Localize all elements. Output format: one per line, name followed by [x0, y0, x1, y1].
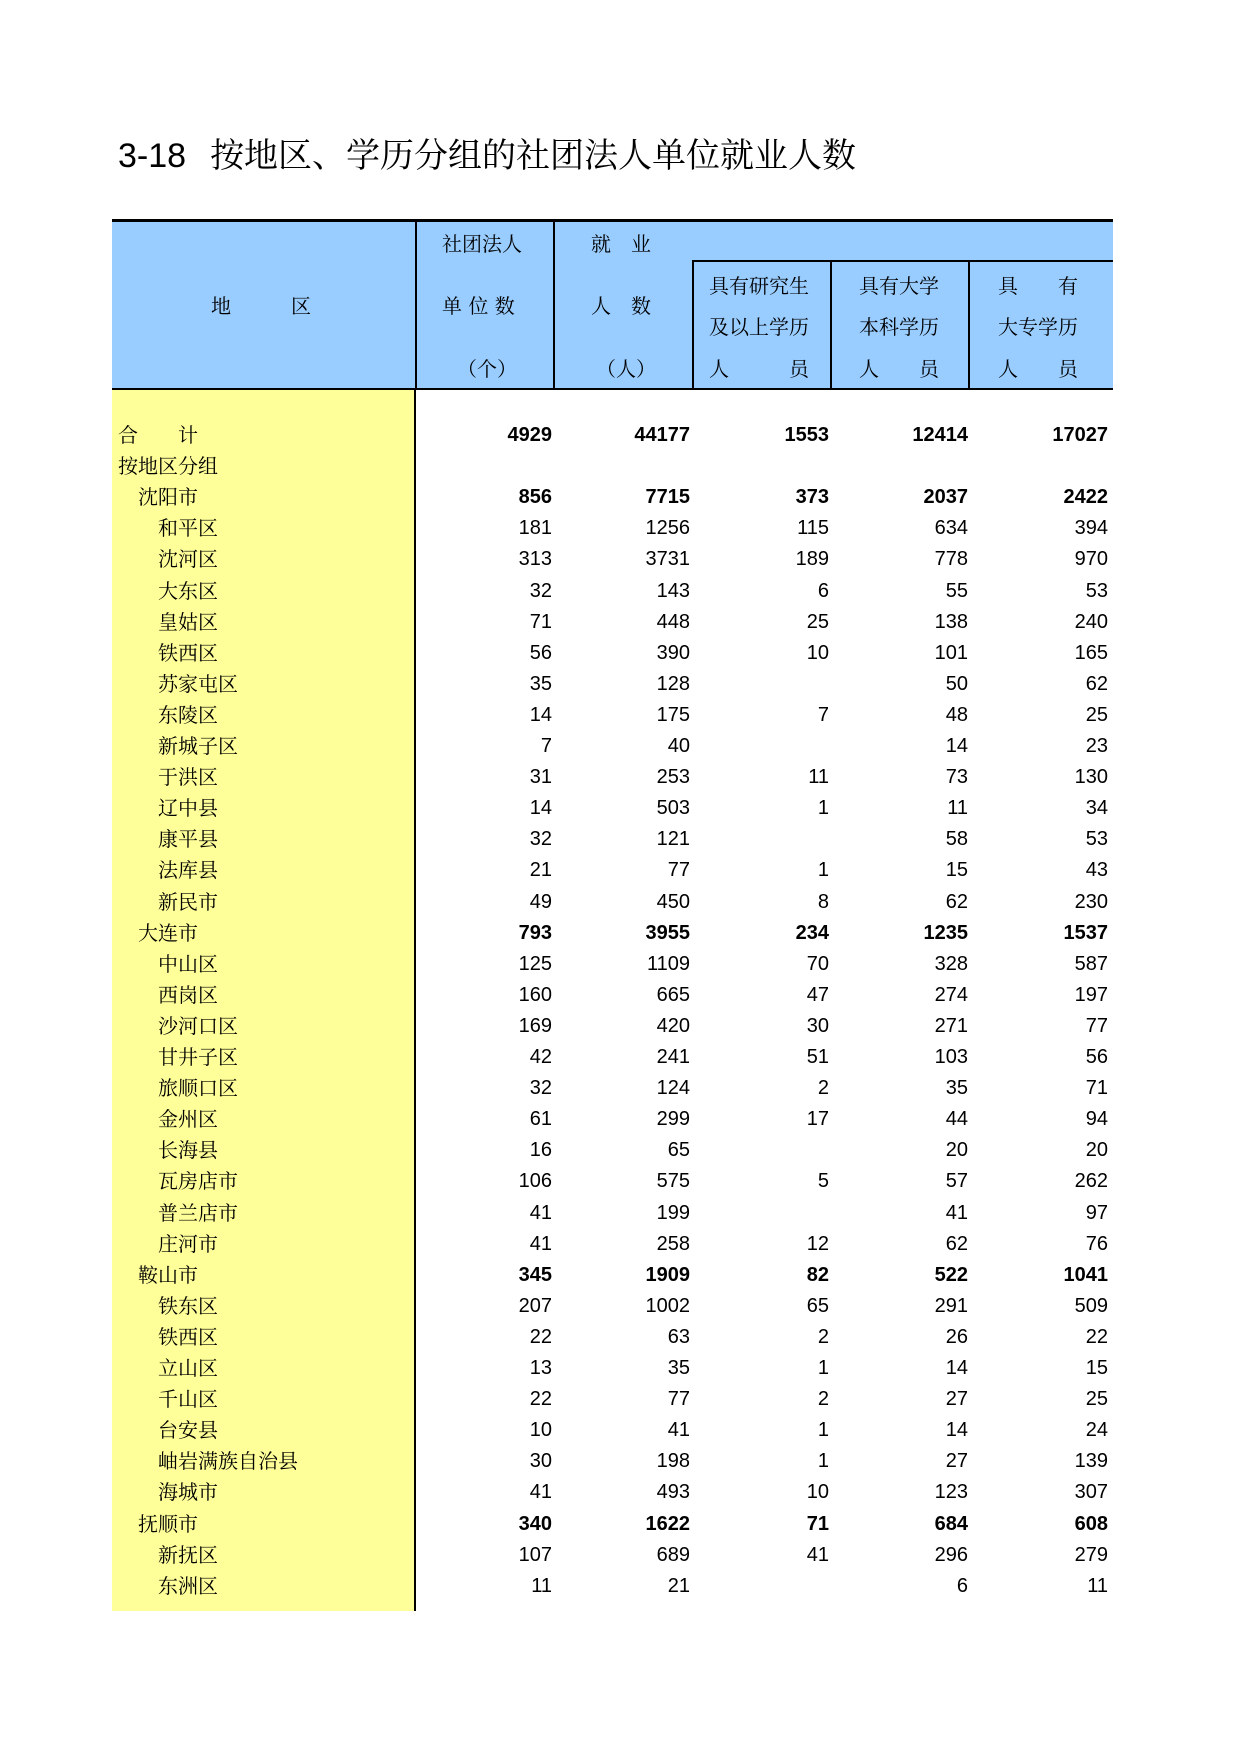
cell-value: 128	[656, 673, 690, 695]
cell-value: 94	[1085, 1108, 1108, 1130]
header-bachelor-line3: 人 员	[859, 357, 939, 381]
cell-value: 53	[1085, 580, 1108, 602]
cell-value: 2422	[1063, 486, 1108, 508]
cell-value: 169	[518, 1015, 552, 1037]
cell-value: 76	[1085, 1233, 1108, 1255]
cell-value: 71	[529, 611, 552, 633]
header-grad-line1: 具有研究生	[709, 274, 809, 298]
table-row	[0, 824, 1240, 855]
region-name: 立山区	[158, 1356, 218, 1380]
region-name: 西岗区	[158, 983, 218, 1007]
cell-value: 970	[1074, 548, 1108, 570]
cell-value: 1	[817, 1357, 829, 1379]
cell-value: 394	[1074, 517, 1108, 539]
cell-value: 634	[934, 517, 968, 539]
cell-value: 7	[817, 704, 829, 726]
cell-value: 328	[934, 953, 968, 975]
table-title: 按地区、学历分组的社团法人单位就业人数	[210, 136, 857, 176]
cell-value: 26	[945, 1326, 968, 1348]
region-name: 苏家屯区	[158, 672, 238, 696]
cell-value: 1	[817, 1419, 829, 1441]
cell-value: 32	[529, 1077, 552, 1099]
cell-value: 101	[934, 642, 968, 664]
cell-value: 665	[656, 984, 690, 1006]
cell-value: 106	[518, 1170, 552, 1192]
region-name: 旅顺口区	[158, 1076, 238, 1100]
table-row	[0, 855, 1240, 886]
cell-value: 313	[518, 548, 552, 570]
table-row	[0, 669, 1240, 700]
cell-value: 11	[1087, 1575, 1108, 1597]
cell-value: 56	[529, 642, 552, 664]
cell-value: 58	[945, 828, 968, 850]
cell-value: 22	[529, 1326, 552, 1348]
cell-value: 49	[529, 891, 552, 913]
header-divider	[692, 261, 694, 390]
cell-value: 71	[806, 1513, 829, 1535]
cell-value: 274	[934, 984, 968, 1006]
header-college-line2: 大专学历	[998, 315, 1078, 339]
cell-value: 73	[945, 766, 968, 788]
table-row	[0, 1104, 1240, 1135]
region-name: 新民市	[158, 890, 218, 914]
region-name: 中山区	[158, 952, 218, 976]
cell-value: 1	[817, 859, 829, 881]
cell-value: 56	[1085, 1046, 1108, 1068]
table-row	[0, 1353, 1240, 1384]
cell-value: 373	[795, 486, 829, 508]
table-row	[0, 576, 1240, 607]
cell-value: 2	[817, 1388, 829, 1410]
cell-value: 55	[945, 580, 968, 602]
header-grad-line2: 及以上学历	[709, 315, 809, 339]
table-row	[0, 1198, 1240, 1229]
cell-value: 14	[945, 1357, 968, 1379]
region-name: 法库县	[158, 858, 218, 882]
cell-value: 793	[518, 922, 552, 944]
table-row	[0, 731, 1240, 762]
table-row	[0, 1477, 1240, 1508]
header-divider	[968, 261, 970, 390]
region-name: 铁西区	[158, 1325, 218, 1349]
table-row	[0, 1229, 1240, 1260]
cell-value: 575	[656, 1170, 690, 1192]
region-name: 长海县	[158, 1138, 218, 1162]
cell-value: 17027	[1052, 424, 1108, 446]
header-college-line1: 具 有	[998, 274, 1078, 298]
cell-value: 689	[656, 1544, 690, 1566]
cell-value: 62	[945, 891, 968, 913]
cell-value: 63	[667, 1326, 690, 1348]
cell-value: 77	[667, 1388, 690, 1410]
header-employed-line2: （人）	[596, 357, 656, 381]
cell-value: 493	[656, 1481, 690, 1503]
cell-value: 17	[806, 1108, 829, 1130]
cell-value: 13	[529, 1357, 552, 1379]
region-name: 大东区	[158, 579, 218, 603]
cell-value: 44	[945, 1108, 968, 1130]
table-row	[0, 1571, 1240, 1602]
cell-value: 57	[945, 1170, 968, 1192]
cell-value: 175	[656, 704, 690, 726]
cell-value: 856	[518, 486, 552, 508]
cell-value: 41	[529, 1202, 552, 1224]
cell-value: 271	[934, 1015, 968, 1037]
cell-value: 40	[667, 735, 690, 757]
table-row	[0, 1540, 1240, 1571]
cell-value: 41	[806, 1544, 829, 1566]
cell-value: 241	[656, 1046, 690, 1068]
table-row	[0, 451, 1240, 482]
cell-value: 21	[529, 859, 552, 881]
region-name: 铁西区	[158, 641, 218, 665]
cell-value: 522	[934, 1264, 968, 1286]
header-divider	[830, 261, 832, 390]
region-name: 东洲区	[158, 1574, 218, 1598]
cell-value: 12414	[912, 424, 968, 446]
region-name: 鞍山市	[138, 1263, 198, 1287]
cell-value: 199	[656, 1202, 690, 1224]
cell-value: 234	[795, 922, 829, 944]
cell-value: 121	[656, 828, 690, 850]
cell-value: 41	[945, 1202, 968, 1224]
cell-value: 448	[656, 611, 690, 633]
table-row	[0, 793, 1240, 824]
cell-value: 27	[945, 1388, 968, 1410]
table-row	[0, 607, 1240, 638]
cell-value: 30	[529, 1450, 552, 1472]
cell-value: 32	[529, 828, 552, 850]
cell-value: 15	[1085, 1357, 1108, 1379]
header-region: 地 区	[211, 294, 311, 318]
region-name: 沈阳市	[138, 485, 198, 509]
cell-value: 82	[806, 1264, 829, 1286]
cell-value: 50	[945, 673, 968, 695]
cell-value: 1041	[1063, 1264, 1108, 1286]
table-row	[0, 1384, 1240, 1415]
region-name: 皇姑区	[158, 610, 218, 634]
cell-value: 165	[1074, 642, 1108, 664]
region-name: 抚顺市	[138, 1512, 198, 1536]
cell-value: 450	[656, 891, 690, 913]
page-title	[118, 128, 856, 177]
table-row	[0, 420, 1240, 451]
table-row	[0, 1415, 1240, 1446]
cell-value: 12	[806, 1233, 829, 1255]
cell-value: 207	[518, 1295, 552, 1317]
cell-value: 778	[934, 548, 968, 570]
cell-value: 25	[1085, 1388, 1108, 1410]
region-name: 海城市	[158, 1480, 218, 1504]
cell-value: 296	[934, 1544, 968, 1566]
header-employed-top: 就 业	[591, 232, 651, 256]
cell-value: 1537	[1063, 922, 1108, 944]
cell-value: 143	[656, 580, 690, 602]
cell-value: 307	[1074, 1481, 1108, 1503]
region-name: 大连市	[138, 921, 198, 945]
header-units-line3: （个）	[457, 357, 517, 381]
table-row	[0, 513, 1240, 544]
cell-value: 25	[806, 611, 829, 633]
header-divider	[553, 219, 555, 390]
cell-value: 2	[817, 1077, 829, 1099]
cell-value: 22	[529, 1388, 552, 1410]
cell-value: 1235	[923, 922, 968, 944]
table-row	[0, 887, 1240, 918]
cell-value: 14	[945, 735, 968, 757]
cell-value: 7	[540, 735, 552, 757]
table-row	[0, 762, 1240, 793]
cell-value: 77	[667, 859, 690, 881]
cell-value: 14	[529, 797, 552, 819]
table-number: 3-18	[118, 137, 187, 175]
cell-value: 8	[817, 891, 829, 913]
cell-value: 5	[817, 1170, 829, 1192]
table-row	[0, 1042, 1240, 1073]
cell-value: 62	[945, 1233, 968, 1255]
cell-value: 1	[817, 797, 829, 819]
cell-value: 115	[797, 517, 829, 539]
cell-value: 160	[518, 984, 552, 1006]
cell-value: 47	[806, 984, 829, 1006]
cell-value: 35	[529, 673, 552, 695]
cell-value: 1622	[645, 1513, 690, 1535]
cell-value: 10	[806, 642, 829, 664]
cell-value: 24	[1085, 1419, 1108, 1441]
cell-value: 27	[945, 1450, 968, 1472]
region-name: 金州区	[158, 1107, 218, 1131]
cell-value: 11	[947, 797, 968, 819]
cell-value: 138	[934, 611, 968, 633]
cell-value: 31	[529, 766, 552, 788]
cell-value: 1	[817, 1450, 829, 1472]
cell-value: 65	[806, 1295, 829, 1317]
cell-value: 124	[656, 1077, 690, 1099]
cell-value: 44177	[634, 424, 690, 446]
cell-value: 299	[656, 1108, 690, 1130]
cell-value: 70	[806, 953, 829, 975]
cell-value: 139	[1074, 1450, 1108, 1472]
cell-value: 4929	[507, 424, 552, 446]
cell-value: 25	[1085, 704, 1108, 726]
header-bachelor-line1: 具有大学	[859, 274, 939, 298]
cell-value: 2	[817, 1326, 829, 1348]
cell-value: 16	[529, 1139, 552, 1161]
cell-value: 198	[656, 1450, 690, 1472]
cell-value: 35	[945, 1077, 968, 1099]
cell-value: 390	[656, 642, 690, 664]
cell-value: 20	[945, 1139, 968, 1161]
cell-value: 189	[795, 548, 829, 570]
cell-value: 35	[667, 1357, 690, 1379]
cell-value: 1909	[645, 1264, 690, 1286]
cell-value: 420	[656, 1015, 690, 1037]
cell-value: 15	[945, 859, 968, 881]
header-bachelor-line2: 本科学历	[859, 315, 939, 339]
cell-value: 258	[656, 1233, 690, 1255]
table-row	[0, 1073, 1240, 1104]
cell-value: 20	[1085, 1139, 1108, 1161]
region-name: 新抚区	[158, 1543, 218, 1567]
cell-value: 608	[1074, 1513, 1108, 1535]
cell-value: 42	[529, 1046, 552, 1068]
cell-value: 503	[656, 797, 690, 819]
header-divider	[415, 219, 417, 390]
cell-value: 32	[529, 580, 552, 602]
cell-value: 181	[518, 517, 552, 539]
cell-value: 65	[667, 1139, 690, 1161]
region-name: 甘井子区	[158, 1045, 238, 1069]
cell-value: 51	[806, 1046, 829, 1068]
cell-value: 30	[806, 1015, 829, 1037]
cell-value: 53	[1085, 828, 1108, 850]
table-row	[0, 544, 1240, 575]
region-name: 辽中县	[158, 796, 218, 820]
cell-value: 123	[934, 1481, 968, 1503]
cell-value: 240	[1074, 611, 1108, 633]
region-name: 合 计	[118, 423, 198, 447]
cell-value: 41	[529, 1481, 552, 1503]
cell-value: 509	[1074, 1295, 1108, 1317]
cell-value: 253	[656, 766, 690, 788]
cell-value: 6	[817, 580, 829, 602]
region-name: 千山区	[158, 1387, 218, 1411]
cell-value: 1256	[645, 517, 690, 539]
cell-value: 197	[1074, 984, 1108, 1006]
cell-value: 340	[518, 1513, 552, 1535]
table-row	[0, 1011, 1240, 1042]
region-name: 于洪区	[158, 765, 218, 789]
table-row	[0, 1446, 1240, 1477]
cell-value: 107	[518, 1544, 552, 1566]
header-college-line3: 人 员	[998, 357, 1078, 381]
cell-value: 43	[1085, 859, 1108, 881]
cell-value: 61	[529, 1108, 552, 1130]
table-row	[0, 1166, 1240, 1197]
cell-value: 34	[1085, 797, 1108, 819]
region-name: 瓦房店市	[158, 1169, 238, 1193]
cell-value: 7715	[645, 486, 690, 508]
table-row	[0, 1322, 1240, 1353]
cell-value: 345	[518, 1264, 552, 1286]
cell-value: 262	[1074, 1170, 1108, 1192]
cell-value: 6	[956, 1575, 968, 1597]
table-row	[0, 1291, 1240, 1322]
region-name: 按地区分组	[118, 454, 218, 478]
header-employed-line1: 人 数	[591, 294, 651, 318]
header-units-line1: 社团法人	[442, 232, 522, 256]
cell-value: 11	[531, 1575, 552, 1597]
region-name: 台安县	[158, 1418, 218, 1442]
table-row	[0, 980, 1240, 1011]
cell-value: 684	[934, 1513, 968, 1535]
region-name: 和平区	[158, 516, 218, 540]
cell-value: 62	[1085, 673, 1108, 695]
table-row	[0, 1260, 1240, 1291]
table-row	[0, 949, 1240, 980]
cell-value: 2037	[923, 486, 968, 508]
cell-value: 22	[1085, 1326, 1108, 1348]
cell-value: 21	[667, 1575, 690, 1597]
cell-value: 3731	[645, 548, 690, 570]
cell-value: 279	[1074, 1544, 1108, 1566]
table-row	[0, 482, 1240, 513]
table-row	[0, 638, 1240, 669]
cell-value: 48	[945, 704, 968, 726]
cell-value: 11	[808, 766, 829, 788]
cell-value: 10	[806, 1481, 829, 1503]
cell-value: 1553	[784, 424, 829, 446]
region-name: 康平县	[158, 827, 218, 851]
cell-value: 103	[934, 1046, 968, 1068]
cell-value: 41	[667, 1419, 690, 1441]
region-name: 铁东区	[158, 1294, 218, 1318]
cell-value: 130	[1074, 766, 1108, 788]
cell-value: 97	[1085, 1202, 1108, 1224]
cell-value: 14	[529, 704, 552, 726]
header-grad-line3: 人 员	[709, 357, 809, 381]
header-divider	[692, 260, 1113, 262]
table-row	[0, 700, 1240, 731]
cell-value: 587	[1074, 953, 1108, 975]
cell-value: 23	[1085, 735, 1108, 757]
cell-value: 3955	[645, 922, 690, 944]
region-name: 新城子区	[158, 734, 238, 758]
region-name: 岫岩满族自治县	[158, 1449, 298, 1473]
cell-value: 1002	[645, 1295, 690, 1317]
region-name: 普兰店市	[158, 1201, 238, 1225]
cell-value: 77	[1085, 1015, 1108, 1037]
header-units-line2: 单 位 数	[442, 294, 515, 318]
table-row	[0, 1509, 1240, 1540]
table-row	[0, 918, 1240, 949]
region-name: 沈河区	[158, 547, 218, 571]
cell-value: 1109	[646, 953, 690, 975]
cell-value: 14	[945, 1419, 968, 1441]
table-row	[0, 1135, 1240, 1166]
cell-value: 71	[1085, 1077, 1108, 1099]
region-name: 沙河口区	[158, 1014, 238, 1038]
cell-value: 10	[529, 1419, 552, 1441]
region-name: 庄河市	[158, 1232, 218, 1256]
cell-value: 41	[529, 1233, 552, 1255]
cell-value: 230	[1074, 891, 1108, 913]
cell-value: 291	[934, 1295, 968, 1317]
region-name: 东陵区	[158, 703, 218, 727]
cell-value: 125	[518, 953, 552, 975]
